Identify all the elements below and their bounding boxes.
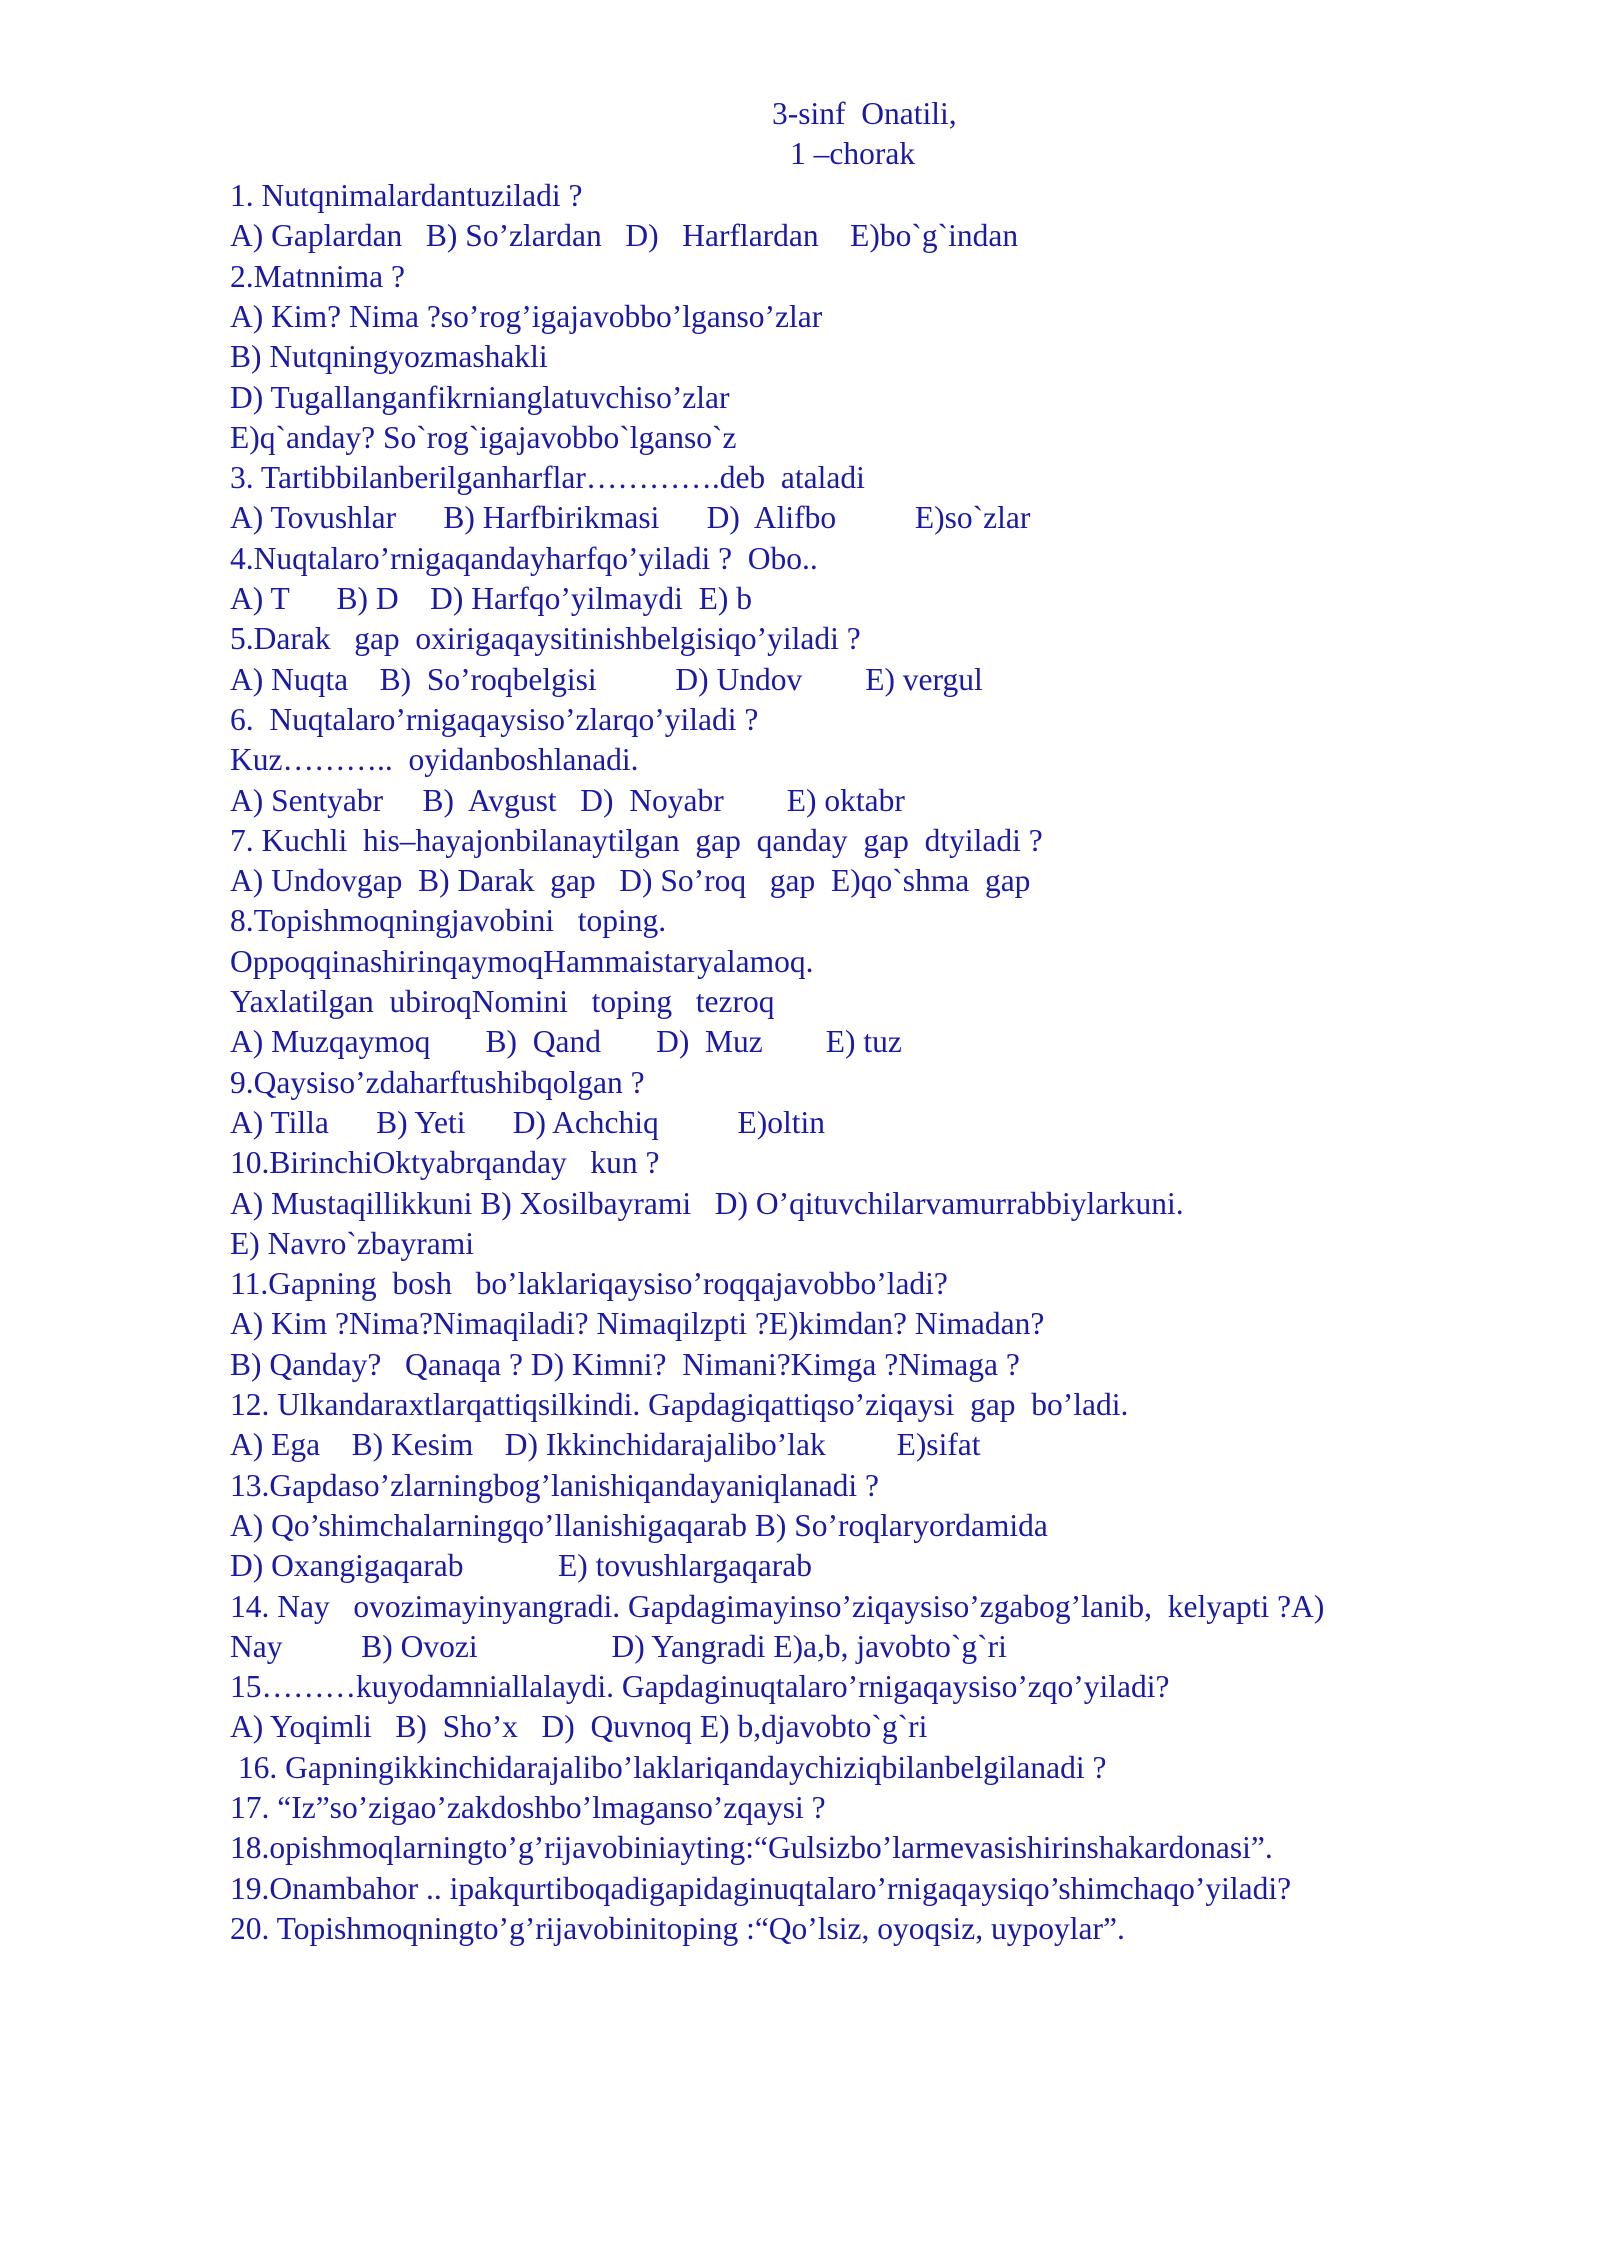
text-line: 16. Gapningikkinchidarajalibo’laklariqandaychiziqbilanbelgilanadi ? [230, 1749, 1107, 1785]
text-line: A) Qo’shimchalarningqo’llanishigaqarab B) So’roqlaryordamida [230, 1507, 1048, 1543]
text-line: Nay B) Ovozi D) Yangradi E)a,b, javobto`g`ri [230, 1628, 1007, 1664]
text-line: 9.Qaysiso’zdaharftushibqolgan ? [230, 1064, 645, 1100]
text-line: 14. Nay ovozimayinyangradi. Gapdagimayinso’ziqaysiso’zgabog’lanib, kelyapti ?A) [230, 1588, 1325, 1624]
text-line: 4.Nuqtalaro’rnigaqandayharfqo’yiladi ? Obo.. [230, 540, 818, 576]
text-line: A) Gaplardan B) So’zlardan D) Harflardan E)bo`g`indan [230, 218, 1019, 254]
text-line: E) Navro`zbayrami [230, 1225, 475, 1261]
text-line: A) T B) D D) Harfqo’yilmaydi E) b [230, 581, 752, 616]
text-line: D) Tugallanganfikrnianglatuvchiso’zlar [230, 379, 730, 415]
text-line: D) Oxangigaqarab E) tovushlargaqarab [230, 1548, 812, 1584]
text-line: A) Kim ?Nima?Nimaqiladi? Nimaqilzpti ?E)kimdan? Nimadan? [230, 1306, 1045, 1342]
text-line: 17. “Iz”so’zigao’zakdoshbo’lmaganso’zqaysi ? [230, 1790, 826, 1825]
text-line: 18.opishmoqlarningto’g’rijavobiniayting:“Gulsizbo’larmevasishirinshakardonasi”. [230, 1830, 1273, 1866]
text-line: A) Sentyabr B) Avgust D) Noyabr E) oktabr [230, 782, 905, 818]
text-line: 15………kuyodamniallalaydi. Gapdaginuqtalaro’rnigaqaysiso’zqo’yiladi? [230, 1669, 1170, 1705]
text-line: B) Nutqningyozmashakli [230, 339, 548, 375]
text-line: 3. Tartibbilanberilganharflar………….deb ataladi [230, 460, 865, 496]
text-line: A) Ega B) Kesim D) Ikkinchidarajalibo’lak E)sifat [230, 1427, 981, 1463]
text-line: E)q`anday? So`rog`igajavobbo`lganso`z [230, 419, 737, 455]
text-line: 2.Matnnima ? [230, 258, 405, 294]
page-subtitle: 1 –chorak [790, 136, 916, 171]
text-line: 20. Topishmoqningto’g’rijavobinitoping :“Qo’lsiz, oyoqsiz, uypoylar”. [230, 1910, 1125, 1946]
text-line: 6. Nuqtalaro’rnigaqaysiso’zlarqo’yiladi ? [230, 701, 759, 737]
text-line: OppoqqinashirinqaymoqHammaistaryalamoq. [230, 943, 814, 979]
text-line: A) Kim? Nima ?so’rog’igajavobbo’lganso’zlar [230, 298, 823, 334]
text-line: 19.Onambahor .. ipakqurtiboqadigapidaginuqtalaro’rnigaqaysiqo’shimchaqo’yiladi? [230, 1870, 1292, 1906]
text-line: A) Nuqta B) So’roqbelgisi D) Undov E) vergul [230, 661, 983, 697]
text-line: A) Undovgap B) Darak gap D) So’roq gap E)qo`shma gap [230, 863, 1031, 899]
text-line: 7. Kuchli his–hayajonbilanaytilgan gap qanday gap dtyiladi ? [230, 822, 1043, 858]
text-line: 13.Gapdaso’zlarningbog’lanishiqandayaniqlanadi ? [230, 1467, 880, 1503]
text-line: Yaxlatilgan ubiroqNomini toping tezroq [230, 984, 775, 1019]
text-line: 8.Topishmoqningjavobini toping. [230, 903, 667, 939]
page-title: 3-sinf Onatili, [772, 96, 957, 131]
text-line: A) Yoqimli B) Sho’x D) Quvnoq E) b,djavobto`g`ri [230, 1709, 928, 1745]
text-line: A) Mustaqillikkuni B) Xosilbayrami D) O’qituvchilarvamurrabbiylarkuni. [230, 1185, 1184, 1221]
text-line: A) Muzqaymoq B) Qand D) Muz E) tuz [230, 1024, 902, 1060]
text-line: 11.Gapning bosh bo’laklariqaysiso’roqqajavobbo’ladi? [230, 1266, 948, 1302]
text-line: 1. Nutqnimalardantuziladi ? [230, 178, 583, 213]
text-line: A) Tovushlar B) Harfbirikmasi D) Alifbo E)so`zlar [230, 500, 1031, 536]
text-line: A) Tilla B) Yeti D) Achchiq E)oltin [230, 1104, 826, 1140]
text-line: Kuz……….. oyidanboshlanadi. [230, 742, 639, 778]
text-line: 12. Ulkandaraxtlarqattiqsilkindi. Gapdagiqattiqso’ziqaysi gap bo’ladi. [230, 1387, 1129, 1422]
text-line: 5.Darak gap oxirigaqaysitinishbelgisiqo’yiladi ? [230, 621, 861, 657]
text-line: 10.BirinchiOktyabrqanday kun ? [230, 1145, 660, 1181]
text-line: B) Qanday? Qanaqa ? D) Kimni? Nimani?Kimga ?Nimaga ? [230, 1346, 1020, 1382]
